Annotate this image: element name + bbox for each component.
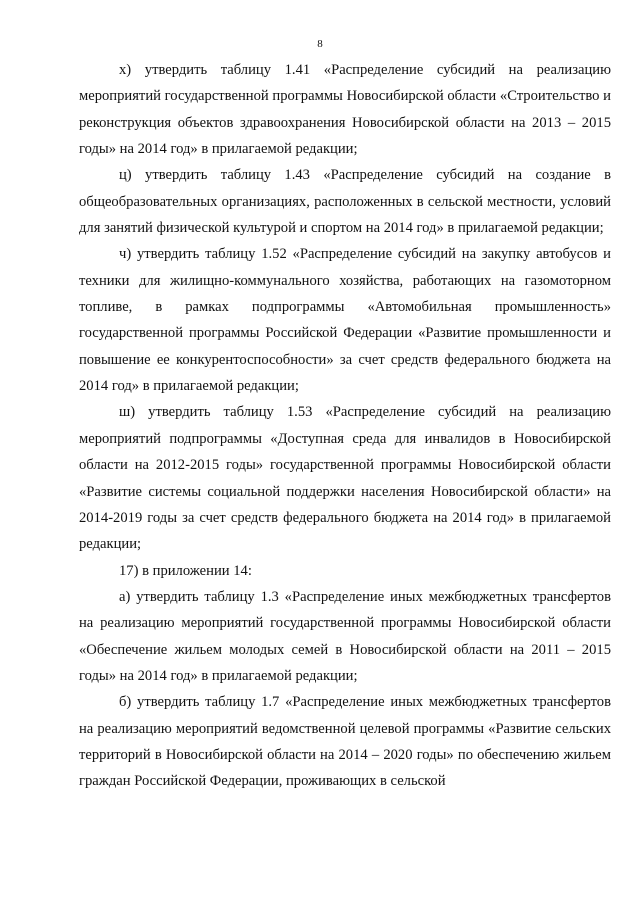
- paragraph-item-b: б) утвердить таблицу 1.7 «Распределение иных межбюджетных трансфертов на реализацию мероприятий ведомственной целевой программы «Развитие сельских территорий в Новосибирской области на 2014 – 2020 годы» по обеспечению жильем граждан Российской Федерации, проживающих в сельской: [79, 694, 611, 790]
- paragraph-item-ch: ч) утвердить таблицу 1.52 «Распределение субсидий на закупку автобусов и техники для жилищно-коммунального хозяйства, работающих на газомоторном топливе, в рамках подпрограммы «Автомобильная промышленность» государственной программы Российской Федерации «Развитие промышленности и повышение ее конкурентоспособности» за счет средств федерального бюджета на 2014 год» в прилагаемой редакции;: [79, 246, 611, 395]
- paragraph-item-sh: ш) утвердить таблицу 1.53 «Распределение субсидий на реализацию мероприятий подпрограммы «Доступная среда для инвалидов в Новосибирской области на 2012-2015 годы» государственной программы Новосибирской области «Развитие системы социальной поддержки населения Новосибирской области» на 2014-2019 годы за счет средств федерального бюджета на 2014 год» в прилагаемой редакции;: [79, 404, 611, 553]
- page-number: 8: [317, 38, 323, 50]
- document-body: [79, 57, 611, 795]
- paragraph-section-17: 17) в приложении 14:: [119, 562, 252, 579]
- paragraph-item-kh: х) утвердить таблицу 1.41 «Распределение субсидий на реализацию мероприятий государственной программы Новосибирской области «Строительство и реконструкция объектов здравоохранения Новосибирской области на 2013 – 2015 годы» на 2014 год» в прилагаемой редакции;: [79, 62, 611, 158]
- paragraph-item-ts: ц) утвердить таблицу 1.43 «Распределение субсидий на создание в общеобразовательных организациях, расположенных в сельской местности, условий для занятий физической культурой и спортом на 2014 год» в прилагаемой редакции;: [79, 167, 611, 237]
- paragraph-item-a: а) утвердить таблицу 1.3 «Распределение иных межбюджетных трансфертов на реализацию мероприятий государственной программы Новосибирской области «Обеспечение жильем молодых семей в Новосибирской области на 2011 – 2015 годы» на 2014 год» в прилагаемой редакции;: [79, 588, 611, 684]
